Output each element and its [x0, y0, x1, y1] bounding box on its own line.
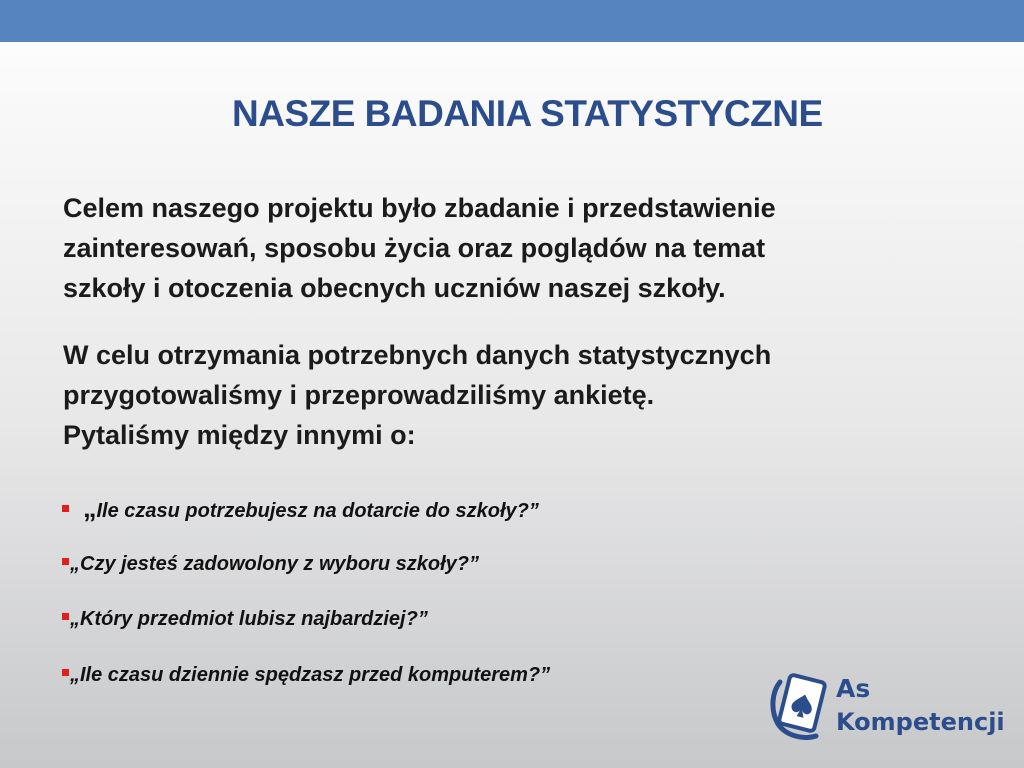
- square-bullet-icon: [62, 505, 69, 512]
- question-item: [62, 553, 479, 576]
- opening-quote: „: [70, 553, 80, 575]
- method-line-1: W celu otrzymania potrzebnych danych statystycznych: [63, 340, 772, 370]
- question-item: [62, 608, 428, 631]
- playing-card-spade-icon: [770, 670, 834, 742]
- opening-quote: „: [70, 608, 80, 630]
- method-line-2: przygotowaliśmy i przeprowadziliśmy ankietę.: [63, 380, 655, 410]
- question-text: Czy jesteś zadowolony z wyboru szkoły?”: [80, 553, 479, 575]
- intro-line-3: szkoły i otoczenia obecnych uczniów naszej szkoły.: [63, 273, 726, 303]
- method-paragraph: [63, 335, 771, 455]
- logo-text-line2: Kompetencji: [836, 708, 1005, 736]
- top-accent-bar: [0, 0, 1024, 42]
- method-line-3: Pytaliśmy między innymi o:: [63, 420, 416, 450]
- question-text: Ile czasu dziennie spędzasz przed komputerem?”: [80, 664, 551, 686]
- question-item: [62, 664, 550, 687]
- intro-paragraph: [63, 188, 776, 308]
- question-text: Który przedmiot lubisz najbardziej?”: [80, 608, 428, 630]
- opening-quote: „: [70, 664, 80, 686]
- intro-line-2: zainteresowań, sposobu życia oraz poglądów na temat: [63, 233, 766, 263]
- intro-line-1: Celem naszego projektu było zbadanie i przedstawienie: [63, 193, 776, 223]
- square-bullet-icon: [62, 613, 69, 620]
- slide-title: NASZE BADANIA STATYSTYCZNE: [232, 93, 823, 134]
- square-bullet-icon: [62, 558, 69, 565]
- question-text: Ile czasu potrzebujesz na dotarcie do szkoły?”: [96, 500, 539, 522]
- logo-text-line1: As: [836, 674, 871, 703]
- square-bullet-icon: [62, 669, 69, 676]
- opening-quote: „: [83, 493, 97, 523]
- as-kompetencji-logo: [770, 670, 1005, 750]
- question-item: [62, 493, 539, 524]
